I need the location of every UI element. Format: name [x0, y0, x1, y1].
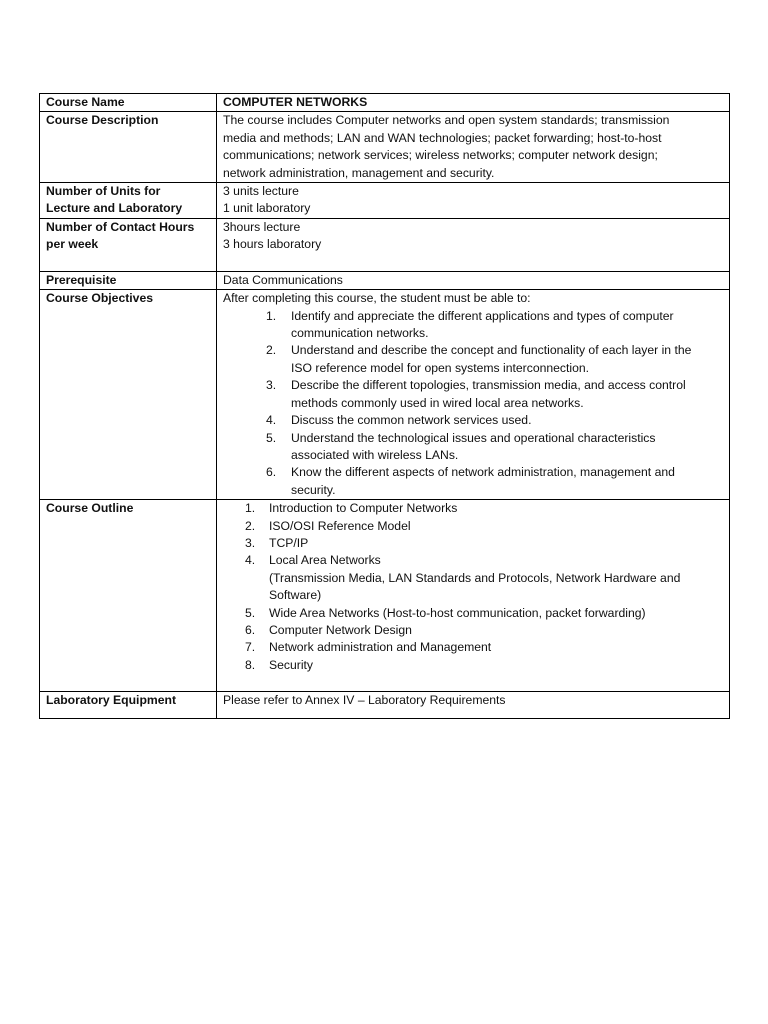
course-name-label: Course Name	[40, 94, 217, 112]
list-item-text: (Transmission Media, LAN Standards and Protocols, Network Hardware and	[269, 570, 681, 585]
course-description-value	[217, 112, 730, 183]
list-item-number: 3.	[245, 535, 256, 550]
prerequisite-label: Prerequisite	[40, 271, 217, 289]
list-item-text: Wide Area Networks (Host-to-host communication, packet forwarding)	[269, 605, 646, 620]
list-item-number: 6.	[245, 622, 256, 637]
prerequisite-value: Data Communications	[217, 271, 730, 289]
contact-hours-label-line: per week	[46, 237, 99, 252]
course-description-label: Course Description	[40, 112, 217, 183]
list-item-number: 2.	[245, 518, 256, 533]
list-item-number: 6.	[266, 465, 277, 480]
list-item-text: Software)	[269, 588, 322, 603]
table-row-course-outline	[40, 500, 730, 692]
contact-hours-label-line: Number of Contact Hours	[46, 219, 195, 234]
list-item	[223, 657, 723, 674]
table-row-course-objectives	[40, 290, 730, 500]
list-item-number: 8.	[245, 657, 256, 672]
description-line: media and methods; LAN and WAN technologies; packet forwarding; host-to-host	[223, 130, 662, 145]
list-item-text: Describe the different topologies, transmission media, and access control	[291, 378, 686, 393]
list-item-text: Understand and describe the concept and functionality of each layer in the	[291, 343, 692, 358]
list-item-text: associated with wireless LANs.	[291, 447, 459, 462]
list-item	[223, 622, 723, 639]
list-item-number: 3.	[266, 378, 277, 393]
list-item-text: TCP/IP	[269, 535, 309, 550]
list-item-text: Discuss the common network services used.	[291, 413, 532, 428]
list-item-text: communication networks.	[291, 326, 429, 341]
contact-hours-line: 3hours lecture	[223, 219, 301, 234]
course-name-value: COMPUTER NETWORKS	[217, 94, 730, 112]
list-item-text: Understand the technological issues and operational characteristics	[291, 430, 656, 445]
list-item	[223, 377, 723, 412]
table-row-units	[40, 183, 730, 219]
outline-list	[223, 500, 723, 674]
table-row-laboratory-equipment	[40, 692, 730, 719]
list-item-text: Computer Network Design	[269, 622, 412, 637]
units-value	[217, 183, 730, 219]
list-item	[223, 412, 723, 429]
contact-hours-label	[40, 218, 217, 271]
list-item-text: ISO/OSI Reference Model	[269, 518, 411, 533]
list-item-number: 4.	[245, 553, 256, 568]
list-item-text: security.	[291, 482, 336, 497]
laboratory-equipment-value: Please refer to Annex IV – Laboratory Requirements	[217, 692, 730, 719]
list-item-number: 5.	[266, 430, 277, 445]
list-item-number: 5.	[245, 605, 256, 620]
units-label	[40, 183, 217, 219]
table-row-contact-hours	[40, 218, 730, 271]
table-row-course-name	[40, 94, 730, 112]
course-outline-value	[217, 500, 730, 692]
contact-hours-line: 3 hours laboratory	[223, 237, 322, 252]
list-item-number: 2.	[266, 343, 277, 358]
list-item-text: Security	[269, 657, 314, 672]
description-line: communications; network services; wireless networks; computer network design;	[223, 148, 658, 163]
list-item	[223, 500, 723, 517]
list-item-number: 4.	[266, 413, 277, 428]
list-item	[223, 308, 723, 343]
table-row-course-description	[40, 112, 730, 183]
units-line: 3 units lecture	[223, 184, 299, 199]
list-item-text: Network administration and Management	[269, 640, 492, 655]
units-label-line: Number of Units for	[46, 184, 161, 199]
objectives-list	[223, 308, 723, 499]
list-item	[223, 342, 723, 377]
contact-hours-value	[217, 218, 730, 271]
list-item	[223, 464, 723, 499]
list-item-text: Identify and appreciate the different applications and types of computer	[291, 308, 674, 323]
list-item	[223, 552, 723, 604]
laboratory-equipment-label: Laboratory Equipment	[40, 692, 217, 719]
units-label-line: Lecture and Laboratory	[46, 201, 183, 216]
course-objectives-label: Course Objectives	[40, 290, 217, 500]
list-item	[223, 639, 723, 656]
list-item-text: Local Area Networks	[269, 553, 381, 568]
list-item-number: 7.	[245, 640, 256, 655]
list-item	[223, 518, 723, 535]
list-item-text: Know the different aspects of network administration, management and	[291, 465, 675, 480]
objectives-intro: After completing this course, the student must be able to:	[223, 291, 531, 306]
list-item	[223, 605, 723, 622]
course-objectives-value	[217, 290, 730, 500]
units-line: 1 unit laboratory	[223, 201, 311, 216]
list-item-text: methods commonly used in wired local area networks.	[291, 395, 584, 410]
list-item	[223, 430, 723, 465]
table-row-prerequisite	[40, 271, 730, 289]
description-line: network administration, management and security.	[223, 165, 495, 180]
list-item-number: 1.	[266, 308, 277, 323]
list-item-text: Introduction to Computer Networks	[269, 501, 458, 516]
description-line: The course includes Computer networks and open system standards; transmission	[223, 113, 670, 128]
course-syllabus-table	[39, 93, 730, 719]
course-outline-label: Course Outline	[40, 500, 217, 692]
list-item-text: ISO reference model for open systems interconnection.	[291, 360, 590, 375]
list-item	[223, 535, 723, 552]
list-item-number: 1.	[245, 501, 256, 516]
